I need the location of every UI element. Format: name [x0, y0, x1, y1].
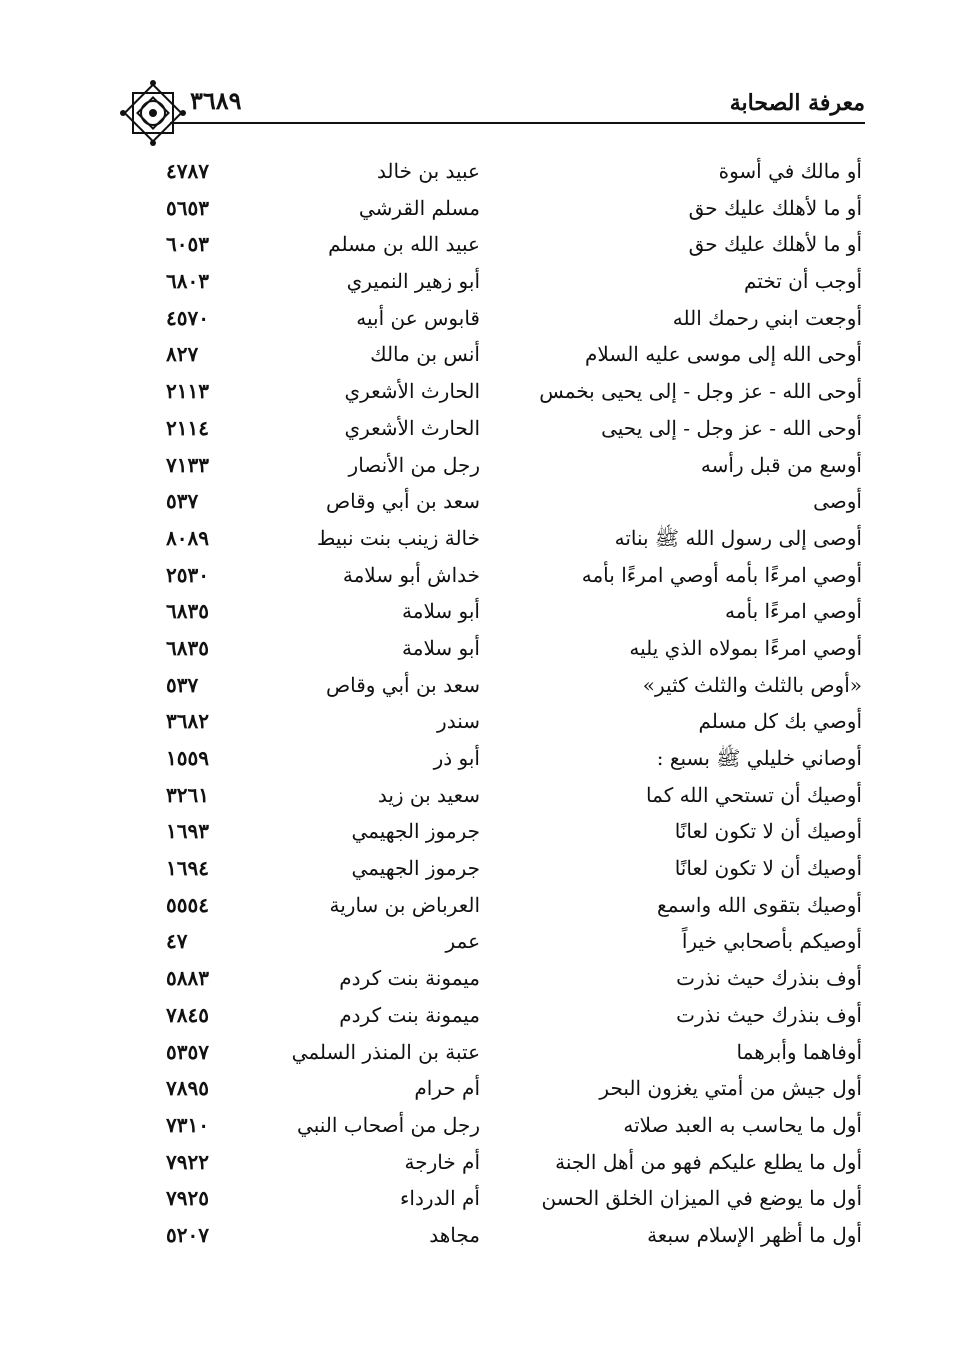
index-row — [0, 925, 962, 962]
hadith-text: أو مالك في أسوة — [718, 159, 862, 183]
page-number: ٣٦٨٩ — [190, 86, 242, 115]
narrator-name: سعد بن أبي وقاص — [325, 672, 480, 697]
hadith-number: ٤٧ — [166, 929, 188, 954]
hadith-text: أو ما لأهلك عليك حق — [688, 195, 862, 220]
index-row — [0, 889, 962, 926]
index-row — [0, 1146, 962, 1183]
hadith-text: أوحى الله - عز وجل - إلى يحيى — [601, 415, 862, 440]
hadith-text: أوصي بك كل مسلم — [698, 709, 862, 734]
hadith-text: أول ما أظهر الإسلام سبعة — [647, 1222, 862, 1247]
index-row — [0, 302, 962, 339]
index-row — [0, 779, 962, 816]
narrator-name: أم حرام — [414, 1076, 480, 1101]
index-row — [0, 1072, 962, 1109]
hadith-number: ٥٣٧ — [166, 672, 199, 697]
narrator-name: أم الدرداء — [400, 1186, 480, 1211]
hadith-number: ٥٦٥٣ — [166, 195, 209, 220]
hadith-text: «أوص بالثلث والثلث كثير» — [642, 672, 862, 697]
narrator-name: عبيد الله بن مسلم — [328, 232, 480, 257]
narrator-name: ميمونة بنت كردم — [339, 1002, 480, 1027]
narrator-name: سندر — [437, 709, 480, 734]
hadith-text: أول ما يطلع عليكم فهو من أهل الجنة — [555, 1149, 862, 1174]
index-row — [0, 192, 962, 229]
index-row — [0, 338, 962, 375]
hadith-number: ٧٩٢٥ — [166, 1186, 209, 1211]
index-row — [0, 669, 962, 706]
hadith-number: ٥٣٥٧ — [166, 1039, 209, 1064]
index-row — [0, 375, 962, 412]
narrator-name: رجل من أصحاب النبي — [297, 1112, 480, 1137]
hadith-number: ٦٨٣٥ — [166, 635, 209, 660]
narrator-name: الحارث الأشعري — [344, 379, 480, 404]
narrator-name: العرباض بن سارية — [329, 892, 480, 917]
hadith-text: أوصي امرءًا بمولاه الذي يليه — [629, 635, 862, 660]
index-row — [0, 815, 962, 852]
hadith-number: ١٥٥٩ — [166, 746, 209, 770]
hadith-text: أوصي امرءًا بأمه أوصي امرءًا بأمه — [581, 562, 862, 587]
header-rule — [170, 122, 865, 124]
hadith-number: ٢٥٣٠ — [166, 562, 209, 587]
index-row — [0, 1109, 962, 1146]
hadith-text: أول جيش من أمتي يغزون البحر — [599, 1076, 862, 1101]
narrator-name: جرموز الجهيمي — [351, 819, 480, 844]
hadith-number: ٤٥٧٠ — [166, 305, 209, 330]
hadith-text: أوصى إلى رسول الله ﷺ بناته — [614, 525, 862, 550]
hadith-number: ٧٨٩٥ — [166, 1076, 209, 1101]
narrator-name: جرموز الجهيمي — [351, 856, 480, 881]
hadith-number: ٥٨٨٣ — [166, 966, 209, 991]
hadith-number: ٧٣١٠ — [166, 1112, 209, 1137]
hadith-text: أوصى — [813, 489, 862, 514]
narrator-name: خالة زينب بنت نبيط — [316, 525, 480, 550]
narrator-name: رجل من الأنصار — [348, 452, 480, 477]
octagram-ornament-icon — [120, 80, 186, 146]
narrator-name: أبو زهير النميري — [346, 269, 480, 294]
index-row — [0, 485, 962, 522]
hadith-text: أوحى الله - عز وجل - إلى يحيى بخمس — [539, 379, 862, 404]
index-row — [0, 962, 962, 999]
hadith-text: أوصيك أن لا تكون لعانًا — [674, 856, 862, 881]
index-row — [0, 228, 962, 265]
hadith-text: أوفاهما وأبرهما — [736, 1039, 862, 1064]
narrator-name: أم خارجة — [404, 1149, 480, 1174]
index-row — [0, 999, 962, 1036]
index-row — [0, 412, 962, 449]
narrator-name: خداش أبو سلامة — [342, 562, 480, 587]
index-row — [0, 1219, 962, 1256]
index-row — [0, 742, 962, 779]
hadith-text: أوصيكم بأصحابي خيراً — [681, 929, 862, 954]
index-row — [0, 595, 962, 632]
narrator-name: ميمونة بنت كردم — [339, 966, 480, 991]
hadith-text: أوصيك أن تستحي الله كما — [646, 782, 862, 807]
hadith-number: ٢١١٤ — [166, 415, 209, 440]
hadith-number: ٧٩٢٢ — [166, 1149, 209, 1174]
index-row — [0, 522, 962, 559]
index-row — [0, 559, 962, 596]
index-row — [0, 449, 962, 486]
hadith-text: أوجعت ابني رحمك الله — [672, 305, 862, 330]
index-row — [0, 632, 962, 669]
hadith-number: ٥٥٥٤ — [166, 892, 209, 917]
index-row — [0, 705, 962, 742]
hadith-number: ٤٧٨٧ — [166, 159, 209, 183]
narrator-name: أبو ذر — [433, 746, 480, 770]
hadith-text: أوجب أن تختم — [744, 269, 862, 294]
hadith-number: ٣٢٦١ — [166, 782, 209, 807]
index-row — [0, 1182, 962, 1219]
hadith-number: ٧٨٤٥ — [166, 1002, 209, 1027]
hadith-number: ٦٠٥٣ — [166, 232, 209, 257]
hadith-number: ١٦٩٤ — [166, 856, 209, 881]
index-row — [0, 1036, 962, 1073]
hadith-text: أوصاني خليلي ﷺ بسبع : — [656, 746, 862, 770]
hadith-text: أول ما يحاسب به العبد صلاته — [623, 1112, 862, 1137]
hadith-number: ٨٠٨٩ — [166, 525, 209, 550]
index-list — [0, 155, 962, 1256]
hadith-text: أوسع من قبل رأسه — [700, 452, 862, 477]
hadith-number: ٧١٣٣ — [166, 452, 209, 477]
hadith-text: أوصيك بتقوى الله واسمع — [656, 892, 862, 917]
narrator-name: سعد بن أبي وقاص — [325, 489, 480, 514]
narrator-name: عبيد بن خالد — [376, 159, 480, 183]
hadith-number: ٨٢٧ — [166, 342, 199, 367]
narrator-name: مسلم القرشي — [358, 195, 480, 220]
narrator-name: قابوس عن أبيه — [356, 305, 480, 330]
hadith-text: أوف بنذرك حيث نذرت — [676, 1002, 862, 1027]
narrator-name: سعيد بن زيد — [377, 782, 480, 807]
book-title: معرفة الصحابة — [729, 90, 865, 116]
narrator-name: عمر — [445, 929, 480, 954]
hadith-text: أوصي امرءًا بأمه — [725, 599, 862, 624]
hadith-text: أوصيك أن لا تكون لعانًا — [674, 819, 862, 844]
hadith-text: أو ما لأهلك عليك حق — [688, 232, 862, 257]
hadith-text: أوف بنذرك حيث نذرت — [676, 966, 862, 991]
hadith-number: ٢١١٣ — [166, 379, 209, 404]
narrator-name: أبو سلامة — [402, 635, 480, 660]
narrator-name: أنس بن مالك — [370, 342, 480, 367]
narrator-name: أبو سلامة — [402, 599, 480, 624]
index-row — [0, 265, 962, 302]
hadith-number: ١٦٩٣ — [166, 819, 209, 844]
index-row — [0, 852, 962, 889]
narrator-name: مجاهد — [429, 1222, 480, 1247]
hadith-text: أول ما يوضع في الميزان الخلق الحسن — [541, 1186, 862, 1211]
index-row — [0, 155, 962, 192]
hadith-number: ٦٨٠٣ — [166, 269, 209, 294]
hadith-number: ٥٢٠٧ — [166, 1222, 209, 1247]
hadith-text: أوحى الله إلى موسى عليه السلام — [585, 342, 862, 367]
narrator-name: عتبة بن المنذر السلمي — [291, 1039, 480, 1064]
hadith-number: ٣٦٨٢ — [166, 709, 209, 734]
hadith-number: ٦٨٣٥ — [166, 599, 209, 624]
hadith-number: ٥٣٧ — [166, 489, 199, 514]
narrator-name: الحارث الأشعري — [344, 415, 480, 440]
